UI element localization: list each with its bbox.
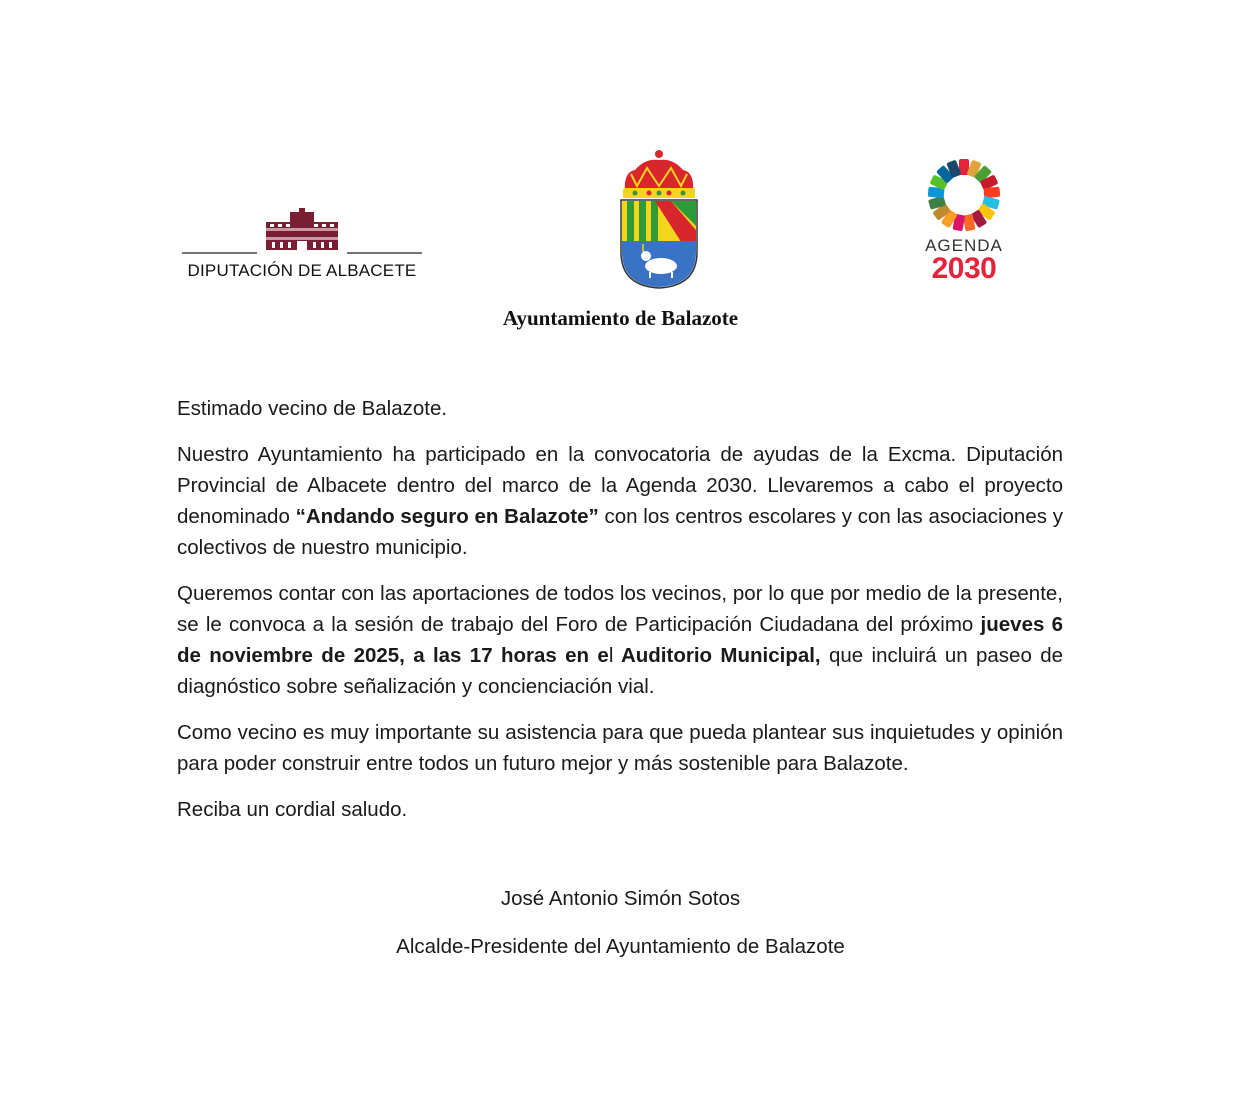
diputacion-label: DIPUTACIÓN DE ALBACETE: [187, 261, 417, 280]
diputacion-logo: [182, 208, 422, 284]
project-name: “Andando seguro en Balazote”: [295, 505, 599, 528]
event-venue: Auditorio Municipal,: [613, 644, 821, 667]
closing: Reciba un cordial saludo.: [177, 798, 408, 821]
palace-building-icon: [182, 208, 422, 258]
agenda-word: AGENDA: [925, 236, 1003, 255]
greeting: Estimado vecino de Balazote.: [177, 397, 448, 420]
letter-body: [177, 393, 1063, 840]
paragraph-attendance: Como vecino es muy importante su asistencia para que pueda plantear sus inquietudes y opinión para poder construir entre todos un futuro mejor y más sostenible para Balazote.: [177, 721, 1063, 775]
signer-name: José Antonio Simón Sotos: [500, 887, 741, 910]
paragraph-project: Nuestro Ayuntamiento ha participado en la convocatoria de ayudas de la Excma. Diputación Provincial de Albacete dentro del marco de la Agenda 2030. Llevaremos a cabo el proyecto denominado “Andando seguro en Balazote” con los centros escolares y con las asociaciones y colectivos de nuestro municipio.: [177, 443, 1063, 559]
sdg-wheel-icon: [918, 156, 1010, 234]
agenda-2030-logo: [918, 156, 1010, 286]
event-date: jueves 6 de noviembre de 2025, a las 17 horas en e: [177, 613, 1063, 667]
page-title: Ayuntamiento de Balazote: [502, 306, 739, 330]
paragraph-invitation: Queremos contar con las aportaciones de todos los vecinos, por lo que por medio de la presente, se le convoca a la sesión de trabajo del Foro de Participación Ciudadana del próximo jueves 6 de noviembre de 2025, a las 17 horas en el Auditorio Municipal, que incluirá un paseo de diagnóstico sobre señalización y concienciación vial.: [177, 582, 1063, 698]
balazote-coat-of-arms-icon: [615, 148, 703, 290]
agenda-year: 2030: [931, 252, 997, 285]
signer-title: Alcalde-Presidente del Ayuntamiento de Balazote: [396, 935, 845, 958]
